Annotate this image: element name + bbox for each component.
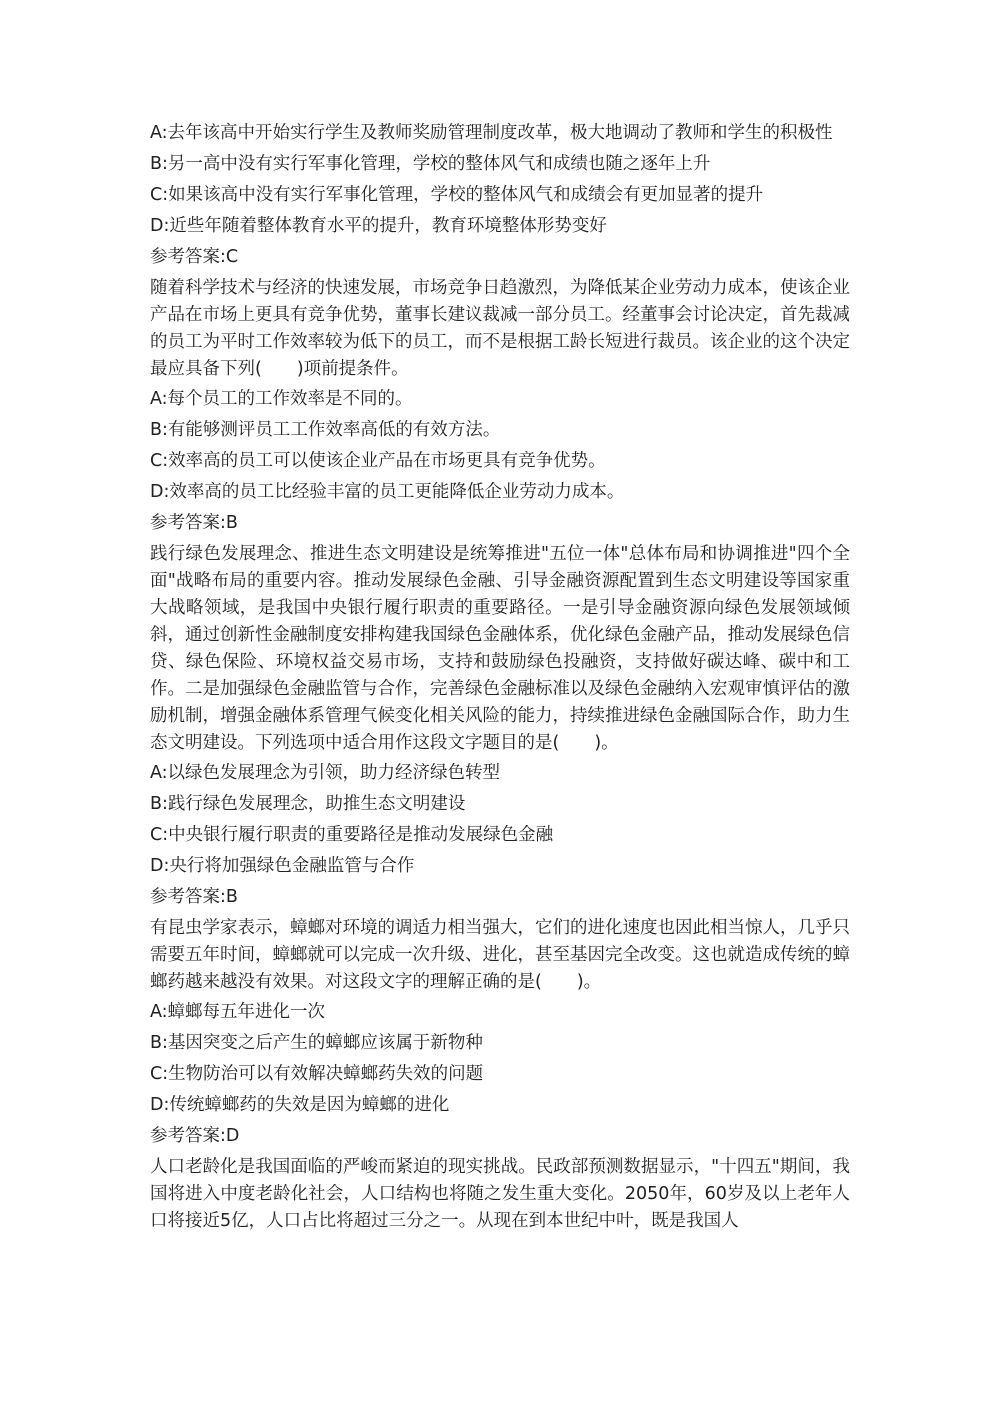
option-b: B:基因突变之后产生的蟑螂应该属于新物种 bbox=[150, 1033, 483, 1053]
option-a: A:每个员工的工作效率是不同的。 bbox=[150, 389, 413, 409]
question-passage: 随着科学技术与经济的快速发展，市场竞争日趋激烈，为降低某企业劳动力成本，使该企业产品在市场上更具有竞争优势，董事长建议裁减一部分员工。经董事会讨论决定，首先裁减的员工为平时工作效率较为低下的员工，而不是根据工龄长短进行裁员。该企业的这个决定最应具备下列( )项前提条件。 bbox=[150, 278, 850, 379]
option-b: B:有能够测评员工工作效率高低的有效方法。 bbox=[150, 420, 501, 440]
option-b: B:践行绿色发展理念，助推生态文明建设 bbox=[150, 794, 466, 814]
option-a: A:蟑螂每五年进化一次 bbox=[150, 1002, 326, 1022]
option-a: A:去年该高中开始实行学生及教师奖励管理制度改革，极大地调动了教师和学生的积极性 bbox=[150, 123, 833, 143]
reference-answer: 参考答案:C bbox=[150, 247, 239, 267]
option-d: D:效率高的员工比经验丰富的员工更能降低企业劳动力成本。 bbox=[150, 482, 625, 502]
option-c: C:中央银行履行职责的重要路径是推动发展绿色金融 bbox=[150, 825, 554, 845]
question-passage: 人口老龄化是我国面临的严峻而紧迫的现实挑战。民政部预测数据显示，"十四五"期间，我国将进入中度老龄化社会，人口结构也将随之发生重大变化。2050年，60岁及以上老年人口将接近5亿，人口占比将超过三分之一。从现在到本世纪中叶，既是我国人 bbox=[150, 1157, 850, 1231]
option-b: B:另一高中没有实行军事化管理，学校的整体风气和成绩也随之逐年上升 bbox=[150, 154, 711, 174]
option-c: C:如果该高中没有实行军事化管理，学校的整体风气和成绩会有更加显著的提升 bbox=[150, 185, 764, 205]
option-d: D:近些年随着整体教育水平的提升，教育环境整体形势变好 bbox=[150, 216, 607, 236]
reference-answer: 参考答案:D bbox=[150, 1126, 240, 1146]
option-a: A:以绿色发展理念为引领，助力经济绿色转型 bbox=[150, 763, 501, 783]
reference-answer: 参考答案:B bbox=[150, 513, 238, 533]
reference-answer: 参考答案:B bbox=[150, 887, 238, 907]
question-passage: 践行绿色发展理念、推进生态文明建设是统筹推进"五位一体"总体布局和协调推进"四个全面"战略布局的重要内容。推动发展绿色金融、引导金融资源配置到生态文明建设等国家重大战略领域，是我国中央银行履行职责的重要路径。一是引导金融资源向绿色发展领域倾斜，通过创新性金融制度安排构建我国绿色金融体系，优化绿色金融产品，推动发展绿色信贷、绿色保险、环境权益交易市场，支持和鼓励绿色投融资，支持做好碳达峰、碳中和工作。二是加强绿色金融监管与合作，完善绿色金融标准以及绿色金融纳入宏观审慎评估的激励机制，增强金融体系管理气候变化相关风险的能力，持续推进绿色金融国际合作，助力生态文明建设。下列选项中适合用作这段文字题目的是( )。 bbox=[150, 544, 850, 753]
question-passage: 有昆虫学家表示，蟑螂对环境的调适力相当强大，它们的进化速度也因此相当惊人，几乎只需要五年时间，蟑螂就可以完成一次升级、进化，甚至基因完全改变。这也就造成传统的蟑螂药越来越没有效果。对这段文字的理解正确的是( )。 bbox=[150, 918, 850, 992]
option-d: D:央行将加强绿色金融监管与合作 bbox=[150, 856, 415, 876]
option-c: C:生物防治可以有效解决蟑螂药失效的问题 bbox=[150, 1064, 484, 1084]
option-d: D:传统蟑螂药的失效是因为蟑螂的进化 bbox=[150, 1095, 450, 1115]
document-page bbox=[150, 120, 850, 1238]
option-c: C:效率高的员工可以使该企业产品在市场更具有竞争优势。 bbox=[150, 451, 606, 471]
